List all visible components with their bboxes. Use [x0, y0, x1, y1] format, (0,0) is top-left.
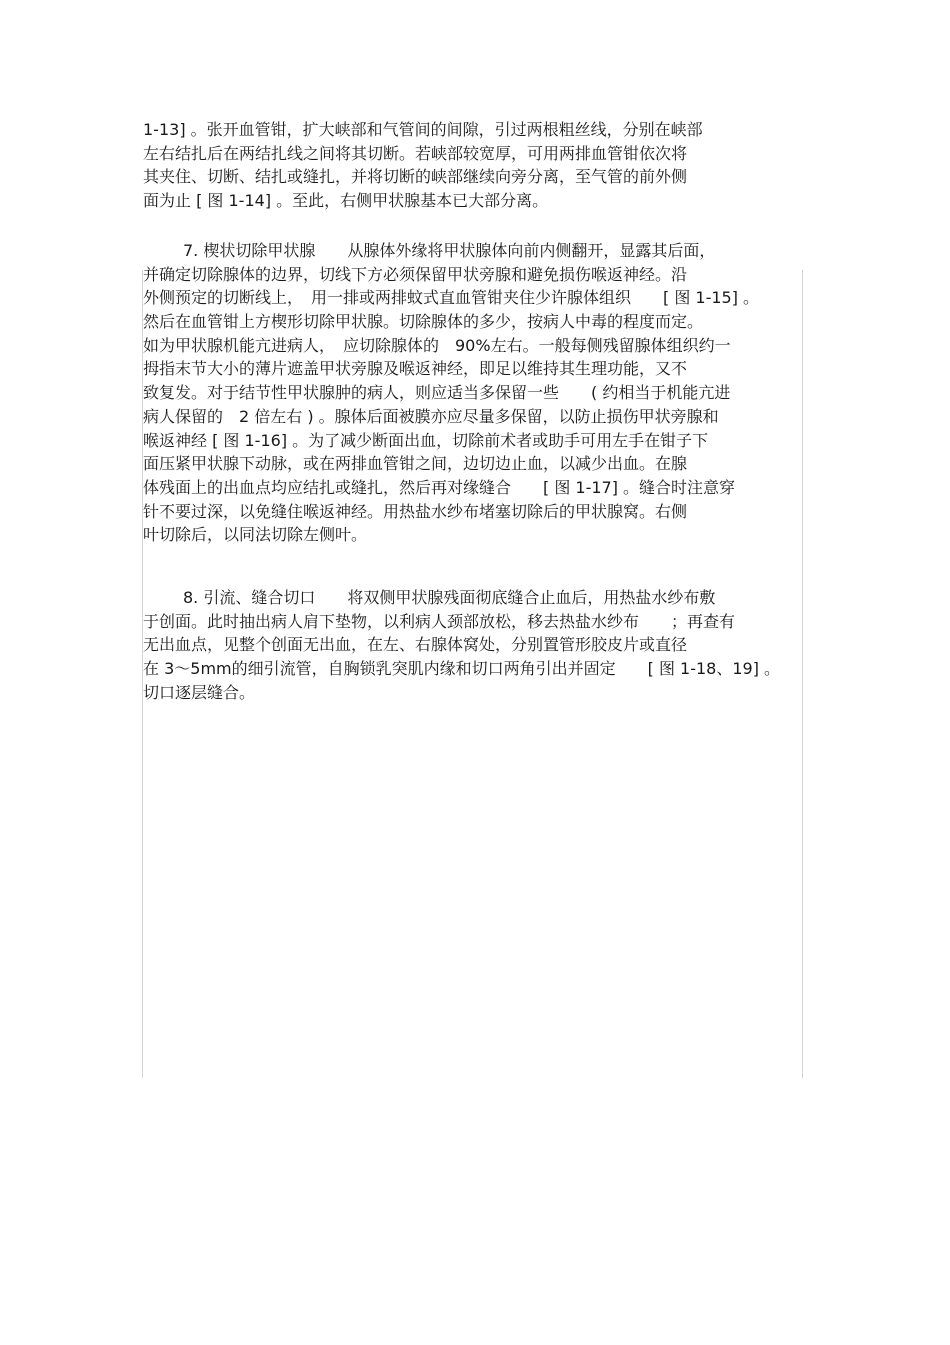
text-line: 喉返神经 [ 图 1-16] 。为了减少断面出血，切除前术者或助手可用左手在钳子下	[143, 430, 709, 450]
text-line: 面为止 [ 图 1-14] 。至此，右侧甲状腺基本已大部分离。	[143, 191, 549, 211]
text-line: 其夹住、切断、结扎或缝扎，并将切断的峡部继续向旁分离，至气管的前外侧	[143, 167, 688, 187]
text-line: 面压紧甲状腺下动脉，或在两排血管钳之间，边切边止血，以减少出血。在腺	[143, 454, 688, 474]
text-line: 体残面上的出血点均应结扎或缝扎，然后再对缘缝合 [ 图 1-17] 。缝合时注意穿	[143, 477, 736, 497]
text-line: 拇指末节大小的薄片遮盖甲状旁腺及喉返神经，即足以维持其生理功能，又不	[143, 359, 688, 379]
text-line: 左右结扎后在两结扎线之间将其切断。若峡部较宽厚，可用两排血管钳依次将	[143, 143, 688, 163]
text-line: 在 3～5mm的细引流管，自胸锁乳突肌内缘和切口两角引出并固定 [ 图 1-18、19] 。	[143, 659, 781, 679]
text-line: 叶切除后，以同法切除左侧叶。	[143, 525, 368, 545]
text-line: 1-13] 。张开血管钳，扩大峡部和气管间的间隙，引过两根粗丝线，分别在峡部	[143, 120, 703, 139]
text-line: 无出血点，见整个创面无出血，在左、右腺体窝处，分别置管形胶皮片或直径	[143, 635, 688, 655]
text-line: 如为甲状腺机能亢进病人， 应切除腺体的 90%左右。一般每侧残留腺体组织约一	[143, 335, 731, 355]
text-line: 于创面。此时抽出病人肩下垫物，以利病人颈部放松，移去热盐水纱布 ；再查有	[143, 611, 736, 631]
text-line: 切口逐层缝合。	[143, 682, 256, 702]
text-line: 外侧预定的切断线上， 用一排或两排蚊式直血管钳夹住少许腺体组织 [ 图 1-15] 。	[143, 288, 760, 308]
paragraph-1	[143, 118, 813, 213]
text-line: 然后在血管钳上方楔形切除甲状腺。切除腺体的多少，按病人中毒的程度而定。	[143, 312, 704, 332]
section-heading-line: 8. 引流、缝合切口 将双侧甲状腺残面彻底缝合止血后，用热盐水纱布敷	[183, 588, 716, 607]
section-heading-line: 7. 楔状切除甲状腺 从腺体外缘将甲状腺体向前内侧翻开，显露其后面，	[183, 241, 716, 260]
paragraph-2	[143, 239, 813, 547]
text-line: 并确定切除腺体的边界，切线下方必须保留甲状旁腺和避免损伤喉返神经。沿	[143, 264, 688, 284]
text-line: 针不要过深，以免缝住喉返神经。用热盐水纱布堵塞切除后的甲状腺窝。右侧	[143, 501, 688, 521]
paragraph-3	[143, 586, 813, 704]
text-line: 致复发。对于结节性甲状腺肿的病人，则应适当多保留一些 ( 约相当于机能亢进	[143, 383, 731, 403]
text-line: 病人保留的 2 倍左右 ) 。腺体后面被膜亦应尽量多保留，以防止损伤甲状旁腺和	[143, 406, 719, 426]
